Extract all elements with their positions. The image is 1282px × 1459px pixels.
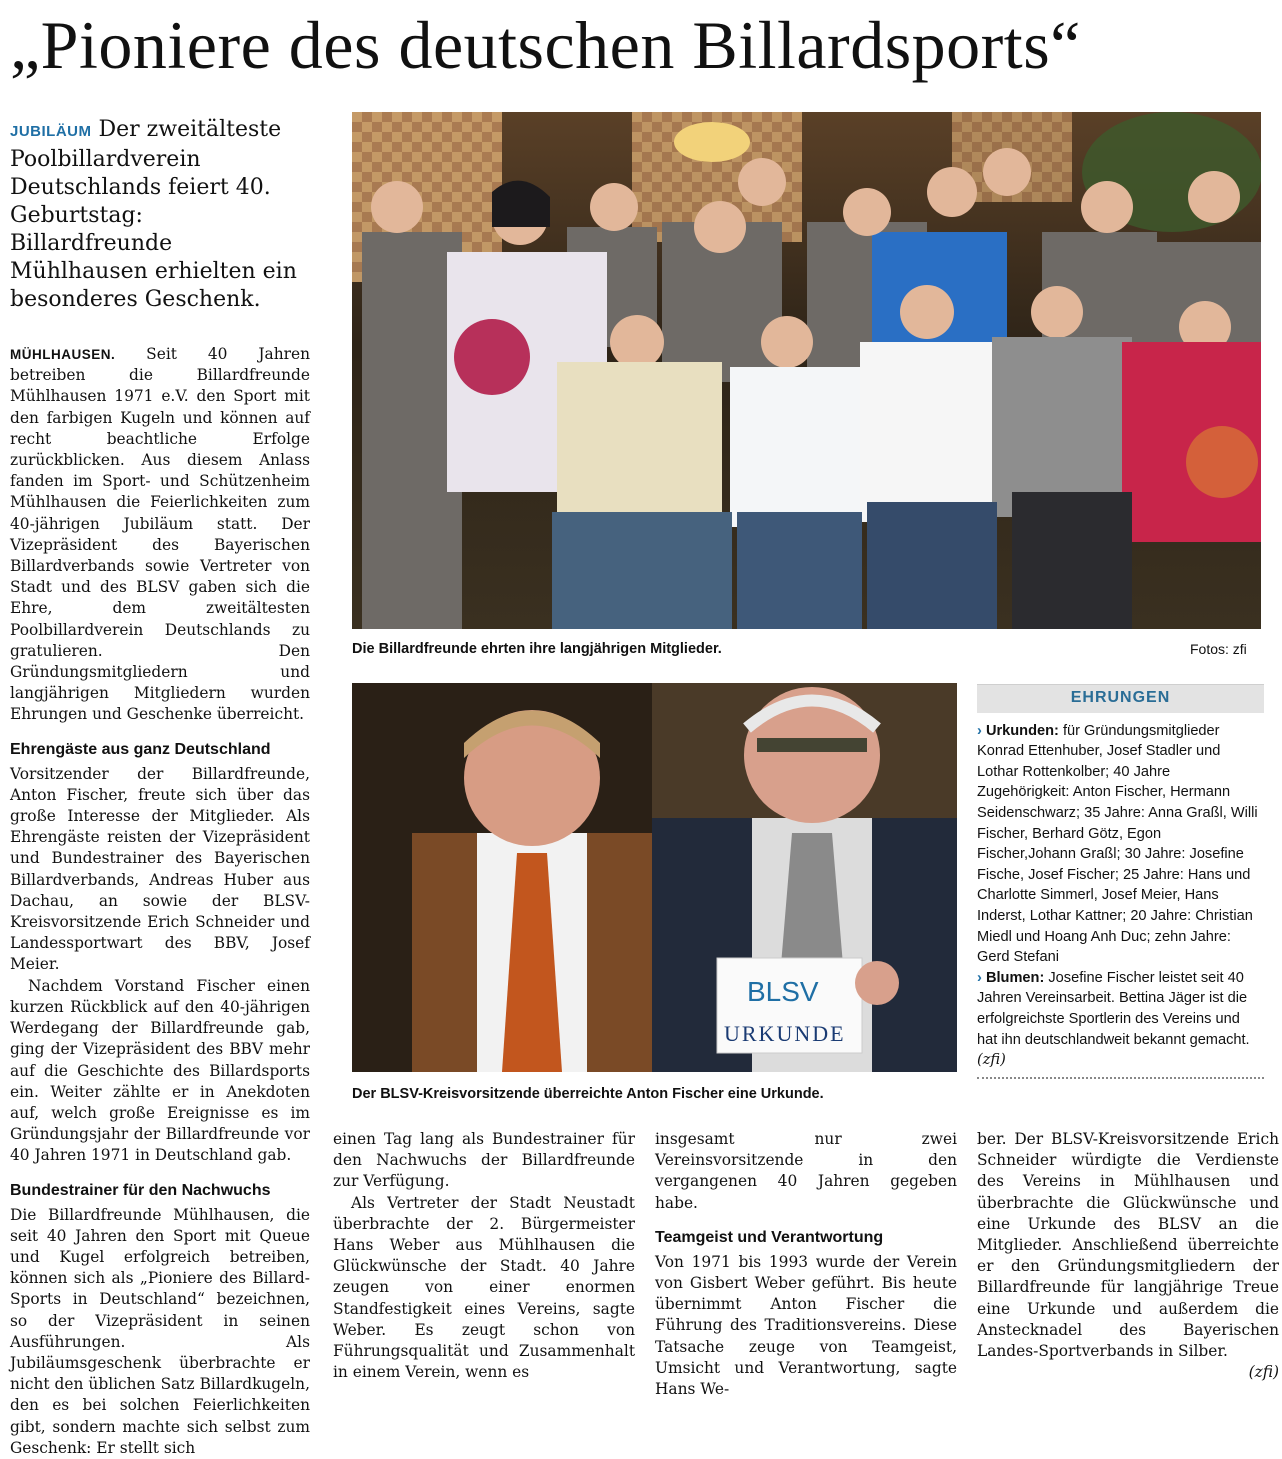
certificate-title: URKUNDE (724, 1021, 846, 1046)
column-3 (655, 1129, 957, 1400)
divider (977, 1077, 1264, 1079)
article-paragraph-1 (10, 344, 310, 726)
right-man-face (744, 687, 880, 823)
article-paragraph-7: insgesamt nur zwei Vereinsvorsitzende in den vergangenen 40 Jahren gegeben habe. (655, 1130, 957, 1212)
ehrungen-box (977, 684, 1264, 1079)
ehrungen-signature: (zfi) (977, 1051, 1006, 1069)
ehrungen-item-blumen (977, 968, 1264, 1071)
ehrungen-title: EHRUNGEN (977, 684, 1264, 713)
photo1-caption: Die Billardfreunde ehrten ihre langjährigen Mitglieder. (352, 641, 722, 657)
ehrungen-urkunden-text: für Gründungsmitglieder Konrad Ettenhuber, Josef Stadler und Lothar Rottenkolber; 40 Jahre Zugehörigkeit: Anton Fischer, Hermann Seidenschwarz; 35 Jahre: Anna Graßl, Willi Fischer, Berhard Götz, Egon Fischer,Johann Graßl; 30 Jahre: Josefine Fische, Josef Fischer; 25 Jahre: Hans und Charlotte Simmerl, Josef Meier, Hans Inderst, Lothar Kattner; 20 Jahre: Christian Miedl und Hoang Anh Duc; zehn Jahre: Gerd Stefani (977, 722, 1258, 966)
ehrungen-item-urkunden (977, 721, 1264, 968)
article-paragraph-4: Die Billardfreunde Mühlhausen, die seit 40 Jahren den Sport mit Queue und Kugel erfolgreich betreiben, können sich als „Pioniere des Billard-Sports in Deutschland“ bezeichnen, so der Vizepräsident in seinen Ausführungen. Als Jubiläumsgeschenk überbrachte er nicht den üblichen Satz Billardkugeln, den es bei solchen Feierlichkeiten gibt, sondern machte sich selbst zum Geschenk: Er stellt sich (10, 1205, 310, 1457)
photo-credit: Fotos: zfi (1190, 641, 1247, 657)
certificate-photo-image (352, 683, 957, 1072)
chevron-right-icon: › (977, 722, 982, 739)
column-2 (333, 1129, 635, 1383)
group-photo (352, 112, 1261, 629)
left-column (10, 116, 310, 1459)
subhead-bundestrainer: Bundestrainer für den Nachwuchs (10, 1181, 271, 1199)
dateline: MÜHLHAUSEN. (10, 347, 116, 362)
ehrungen-blumen-label: Blumen: (985, 969, 1045, 986)
article-paragraph-8: Von 1971 bis 1993 wurde der Verein von Gisbert Weber geführt. Bis heute übernimmt Anton Fischer die Führung des Traditionsvereins. Diese Tatsache zeuge von Teamgeist, Umsicht und Verantwortung, sagte Hans We- (655, 1252, 957, 1399)
subhead-teamgeist: Teamgeist und Verantwortung (655, 1228, 884, 1246)
certificate-photo (352, 683, 957, 1072)
lede (10, 116, 310, 314)
certificate-logo: BLSV (747, 976, 819, 1007)
headline: „Pioniere des deutschen Billardsports“ (10, 7, 1081, 83)
article-paragraph-6: Als Vertreter der Stadt Neustadt überbrachte der 2. Bürgermeister Hans Weber aus Mühlhausen die Glückwünsche der Stadt. 40 Jahre zeugen von einer enormen Standfestigkeit eines Vereins, sagte Weber. Es zeugt schon von Führungsqualität und Zusammenhalt in einem Verein, wenn es (333, 1193, 635, 1382)
group-photo-image (352, 112, 1261, 629)
article-paragraph-9: ber. Der BLSV-Kreisvorsitzende Erich Schneider würdigte die Verdienste des Vereins in Mühlhausen und überbrachte die Glückwünsche und eine Urkunde des BLSV an die Mitglieder. Anschließend überreichte er den Gründungsmitgliedern der Billardfreunde für langjährige Treue eine Urkunde und außerdem die Anstecknadel des Bayerischen Landes-Sportverbands in Silber. (977, 1130, 1279, 1361)
article-paragraph-5: einen Tag lang als Bundestrainer für den Nachwuchs der Billardfreunde zur Verfügung. (333, 1130, 635, 1191)
ehrungen-urkunden-label: Urkunden: (985, 722, 1059, 739)
subhead-ehrengaeste: Ehrengäste aus ganz Deutschland (10, 740, 271, 758)
column-4 (977, 1129, 1279, 1383)
article-signature: (zfi) (1248, 1363, 1279, 1382)
article-paragraph-3: Nachdem Vorstand Fischer einen kurzen Rückblick auf den 40-jährigen Werdegang der Billardfreunde gab, ging der Vizepräsident des BBV mehr auf die Geschichte des Billardsports ein. Weiter zählte er in Anekdoten auf, welch große Ereignisse es im Gründungsjahr der Billardfreunde vor 40 Jahren 1971 in Deutschland gab. (10, 976, 310, 1165)
ehrungen-blumen-text: Josefine Fischer leistet seit 40 Jahren Vereinsarbeit. Bettina Jäger ist die erfolgreichste Sportlerin des Vereins und hat ihn deutschlandweit bekannt gemacht. (977, 969, 1250, 1048)
lede-text: Der zweitälteste Poolbillardverein Deutschlands feiert 40. Geburtstag: Billardfreunde Mühlhausen erhielten ein besonderes Geschenk. (10, 117, 297, 312)
article-paragraph-2: Vorsitzender der Billardfreunde, Anton Fischer, freute sich über das große Interesse der Mitglieder. Als Ehrengäste reisten der Vizepräsident und Bundestrainer des Bayerischen Billardverbands, Andreas Huber aus Dachau, an sowie der BLSV-Kreisvorsitzende Erich Schneider und Landessportwart des BBV, Josef Meier. (10, 764, 310, 974)
lede-kicker: JUBILÄUM (10, 123, 92, 140)
photo2-caption: Der BLSV-Kreisvorsitzende überreichte Anton Fischer eine Urkunde. (352, 1086, 824, 1102)
chevron-right-icon: › (977, 969, 982, 986)
article-paragraph-1-text: Seit 40 Jahren betreiben die Billardfreunde Mühlhausen 1971 e.V. den Sport mit den farbigen Kugeln und können auf recht beachtliche Erfolge zurückblicken. Aus diesem Anlass fanden im Sport- und Schützenheim Mühlhausen die Feierlichkeiten zum 40-jährigen Jubiläum statt. Der Vizepräsident des Bayerischen Billardverbands sowie Vertreter von Stadt und des BLSV gaben sich die Ehre, dem zweitältesten Poolbillardverein Deutschlands zu gratulieren. Den Gründungsmitgliedern und langjährigen Mitgliedern wurden Ehrungen und Geschenke überreicht. (10, 345, 310, 724)
ehrungen-body (977, 713, 1264, 1079)
